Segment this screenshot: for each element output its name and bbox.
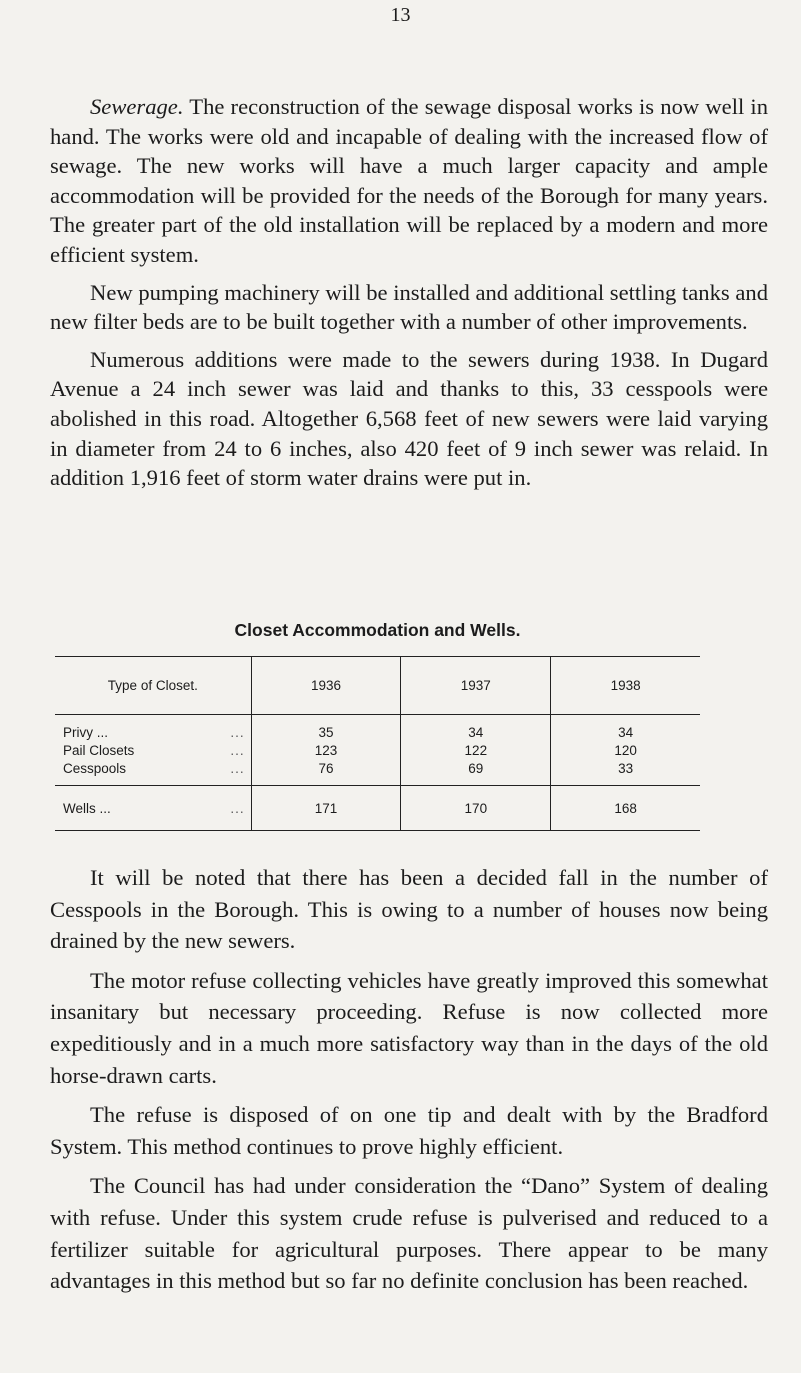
row-label: Pail Closets ... bbox=[63, 742, 245, 758]
cell-1938: 33 bbox=[551, 759, 700, 786]
paragraph-pumping: New pumping machinery will be installed and additional settling tanks and new filter beds are to be built together with a number of other improvements. bbox=[50, 279, 768, 335]
paragraph-cesspools-fall: It will be noted that there has been a decided fall in the number of Cesspools in the Borough. This is owing to a number of houses now being drained by the new sewers. bbox=[50, 865, 768, 954]
cell-1936: 123 bbox=[251, 741, 401, 759]
row-label: Wells ... ... bbox=[55, 786, 251, 831]
paragraph-sewerage bbox=[50, 92, 768, 270]
table-row-pail-closets bbox=[55, 741, 700, 759]
cell-1937: 69 bbox=[401, 759, 551, 786]
cell-1936: 76 bbox=[251, 759, 401, 786]
closet-accommodation-table bbox=[55, 656, 700, 831]
page-number: 13 bbox=[390, 4, 411, 26]
cell-1938: 120 bbox=[551, 741, 700, 759]
cell-1937: 170 bbox=[401, 786, 551, 831]
table-title: Closet Accommodation and Wells. bbox=[234, 620, 521, 640]
paragraph-motor-refuse: The motor refuse collecting vehicles have greatly improved this somewhat insanitary but necessary proceeding. Refuse is now collected more expeditiously and in a much more satisfactory way than in the days of the old horse-drawn carts. bbox=[50, 967, 768, 1088]
paragraph-bradford-system: The refuse is disposed of on one tip and dealt with by the Bradford System. This method continues to prove highly efficient. bbox=[50, 1102, 768, 1159]
refuse-section bbox=[50, 862, 768, 1297]
header-1938: 1938 bbox=[551, 657, 700, 715]
cell-1937: 34 bbox=[401, 715, 551, 742]
header-1936: 1936 bbox=[251, 657, 401, 715]
paragraph-text: The reconstruction of the sewage disposal works is now well in hand. The works were old and incapable of dealing with the increased flow of sewage. The new works will have a much larger capacity and ample accommodation will be provided for the needs of the Borough for many years. The greater part of the old installation will be replaced by a modern and more efficient system. bbox=[50, 94, 768, 267]
paragraph-sewers-1938: Numerous additions were made to the sewers during 1938. In Dugard Avenue a 24 inch sewer was laid and thanks to this, 33 cesspools were abolished in this road. Altogether 6,568 feet of new sewers were laid varying in diameter from 24 to 6 inches, also 420 feet of 9 inch sewer was relaid. In addition 1,916 feet of storm water drains were put in. bbox=[50, 346, 768, 491]
cell-1938: 34 bbox=[551, 715, 700, 742]
cell-1936: 35 bbox=[251, 715, 401, 742]
closet-table-section bbox=[55, 620, 700, 831]
table-row-wells bbox=[55, 786, 700, 831]
table-row-privy bbox=[55, 715, 700, 742]
sewerage-section bbox=[50, 92, 768, 493]
row-label: Cesspools ... bbox=[63, 760, 245, 776]
section-lead-sewerage: Sewerage. bbox=[90, 94, 184, 119]
header-type: Type of Closet. bbox=[55, 657, 251, 715]
cell-1936: 171 bbox=[251, 786, 401, 831]
table-header-row bbox=[55, 657, 700, 715]
table-row-cesspools bbox=[55, 759, 700, 786]
header-1937: 1937 bbox=[401, 657, 551, 715]
cell-1938: 168 bbox=[551, 786, 700, 831]
paragraph-dano-system: The Council has had under consideration the “Dano” System of dealing with refuse. Under this system crude refuse is pulverised and reduced to a fertilizer suitable for agricultural purposes. There appear to be many advantages in this method but so far no definite conclusion has been reached. bbox=[50, 1173, 768, 1294]
row-label: Privy ... ... bbox=[63, 724, 245, 740]
cell-1937: 122 bbox=[401, 741, 551, 759]
